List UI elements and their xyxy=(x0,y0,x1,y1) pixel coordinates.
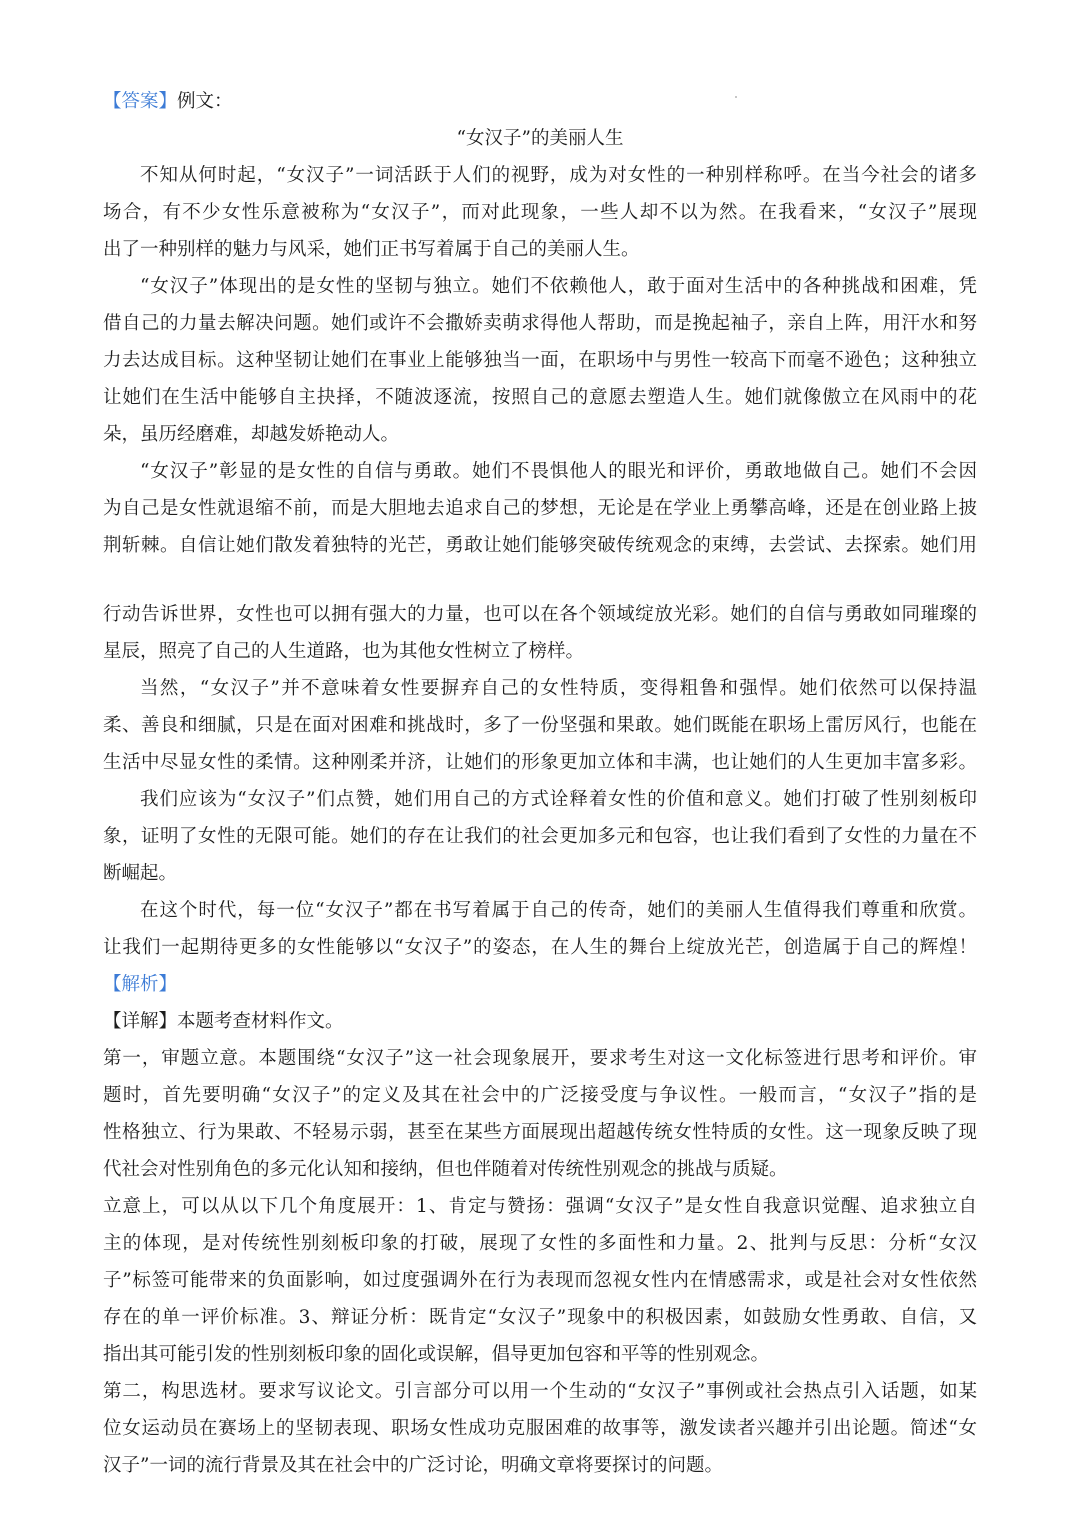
essay-title: “女汉子”的美丽人生 xyxy=(456,128,624,149)
analysis-line: 立意上，可以从以下几个角度展开：1、肯定与赞扬：强调“女汉子”是女性自我意识觉醒、追求独立自 xyxy=(103,1196,977,1217)
essay-line: 我们应该为“女汉子”们点赞，她们用自己的方式诠释着女性的价值和意义。她们打破了性别刻板印 xyxy=(140,789,977,810)
analysis-line: 指出其可能引发的性别刻板印象的固化或误解，倡导更加包容和平等的性别观念。 xyxy=(103,1344,770,1365)
essay-line: 行动告诉世界，女性也可以拥有强大的力量，也可以在各个领域绽放光彩。她们的自信与勇敢如同璀璨的 xyxy=(103,604,977,625)
essay-line: 为自己是女性就退缩不前，而是大胆地去追求自己的梦想，无论是在学业上勇攀高峰，还是在创业路上披 xyxy=(103,498,977,519)
analysis-line: 第二，构思选材。要求写议论文。引言部分可以用一个生动的“女汉子”事例或社会热点引入话题，如某 xyxy=(103,1381,977,1402)
essay-line: 荆斩棘。自信让她们散发着独特的光芒，勇敢让她们能够突破传统观念的束缚，去尝试、去探索。她们用 xyxy=(103,535,977,556)
essay-line: 柔、善良和细腻，只是在面对困难和挑战时，多了一份坚强和果敢。她们既能在职场上雷厉风行，也能在 xyxy=(103,715,977,736)
analysis-line: 代社会对性别角色的多元化认知和接纳，但也伴随着对传统性别观念的挑战与质疑。 xyxy=(103,1159,788,1180)
essay-line: 象，证明了女性的无限可能。她们的存在让我们的社会更加多元和包容，也让我们看到了女性的力量在不 xyxy=(103,826,977,847)
analysis-line: 存在的单一评价标准。3、辩证分析：既肯定“女汉子”现象中的积极因素，如鼓励女性勇敢、自信，又 xyxy=(103,1307,977,1328)
essay-line: 让我们一起期待更多的女性能够以“女汉子”的姿态，在人生的舞台上绽放光芒，创造属于自己的辉煌！ xyxy=(103,937,977,958)
essay-line: 场合，有不少女性乐意被称为“女汉子”，而对此现象，一些人却不以为然。在我看来，“女汉子”展现 xyxy=(103,202,977,223)
essay-line: 借自己的力量去解决问题。她们或许不会撒娇卖萌求得他人帮助，而是挽起袖子，亲自上阵，用汗水和努 xyxy=(103,313,977,334)
analysis-line: 位女运动员在赛场上的坚韧表现、职场女性成功克服困难的故事等，激发读者兴趣并引出论题。简述“女 xyxy=(103,1418,977,1439)
analysis-line: 子”标签可能带来的负面影响，如过度强调外在行为表现而忽视女性内在情感需求，或是社会对女性依然 xyxy=(103,1270,977,1291)
essay-line: 星辰，照亮了自己的人生道路，也为其他女性树立了榜样。 xyxy=(103,641,585,662)
answer-heading xyxy=(103,83,977,120)
answer-label: 例文： xyxy=(177,91,233,112)
essay-line: “女汉子”彰显的是女性的自信与勇敢。她们不畏惧他人的眼光和评价，勇敢地做自己。她们不会因 xyxy=(140,461,977,482)
essay-line: 当然，“女汉子”并不意味着女性要摒弃自己的女性特质，变得粗鲁和强悍。她们依然可以保持温 xyxy=(140,678,977,699)
essay-line: 力去达成目标。这种坚韧让她们在事业上能够独当一面，在职场中与男性一较高下而毫不逊色；这种独立 xyxy=(103,350,977,371)
analysis-line: 第一，审题立意。本题围绕“女汉子”这一社会现象展开，要求考生对这一文化标签进行思考和评价。审 xyxy=(103,1048,977,1069)
analysis-line: 汉子”一词的流行背景及其在社会中的广泛讨论，明确文章将要探讨的问题。 xyxy=(103,1455,723,1476)
essay-line: 让她们在生活中能够自主抉择，不随波逐流，按照自己的意愿去塑造人生。她们就像傲立在风雨中的花 xyxy=(103,387,977,408)
answer-tag: 【答案】 xyxy=(103,91,178,112)
essay-line: 朵，虽历经磨难，却越发娇艳动人。 xyxy=(103,424,400,445)
essay-line: 不知从何时起，“女汉子”一词活跃于人们的视野，成为对女性的一种别样称呼。在当今社会的诸多 xyxy=(140,165,977,186)
analysis-line: 性格独立、行为果敢、不轻易示弱，甚至在某些方面展现出超越传统女性特质的女性。这一现象反映了现 xyxy=(103,1122,977,1143)
essay-line: 在这个时代，每一位“女汉子”都在书写着属于自己的传奇，她们的美丽人生值得我们尊重和欣赏。 xyxy=(140,900,977,921)
essay-line: 出了一种别样的魅力与风采，她们正书写着属于自己的美丽人生。 xyxy=(103,239,640,260)
essay-line: “女汉子”体现出的是女性的坚韧与独立。她们不依赖他人，敢于面对生活中的各种挑战和困难，凭 xyxy=(140,276,977,297)
analysis-line: 主的体现，是对传统性别刻板印象的打破，展现了女性的多面性和力量。2、批判与反思：分析“女汉 xyxy=(103,1233,977,1254)
essay-line: 生活中尽显女性的柔情。这种刚柔并济，让她们的形象更加立体和丰满，也让她们的人生更加丰富多彩。 xyxy=(103,752,977,773)
essay-line: 断崛起。 xyxy=(103,863,178,884)
analysis-tag: 【解析】 xyxy=(103,974,178,995)
analysis-line: 题时，首先要明确“女汉子”的定义及其在社会中的广泛接受度与争议性。一般而言，“女汉子”指的是 xyxy=(103,1085,977,1106)
analysis-detail: 【详解】本题考查材料作文。 xyxy=(103,1011,344,1032)
